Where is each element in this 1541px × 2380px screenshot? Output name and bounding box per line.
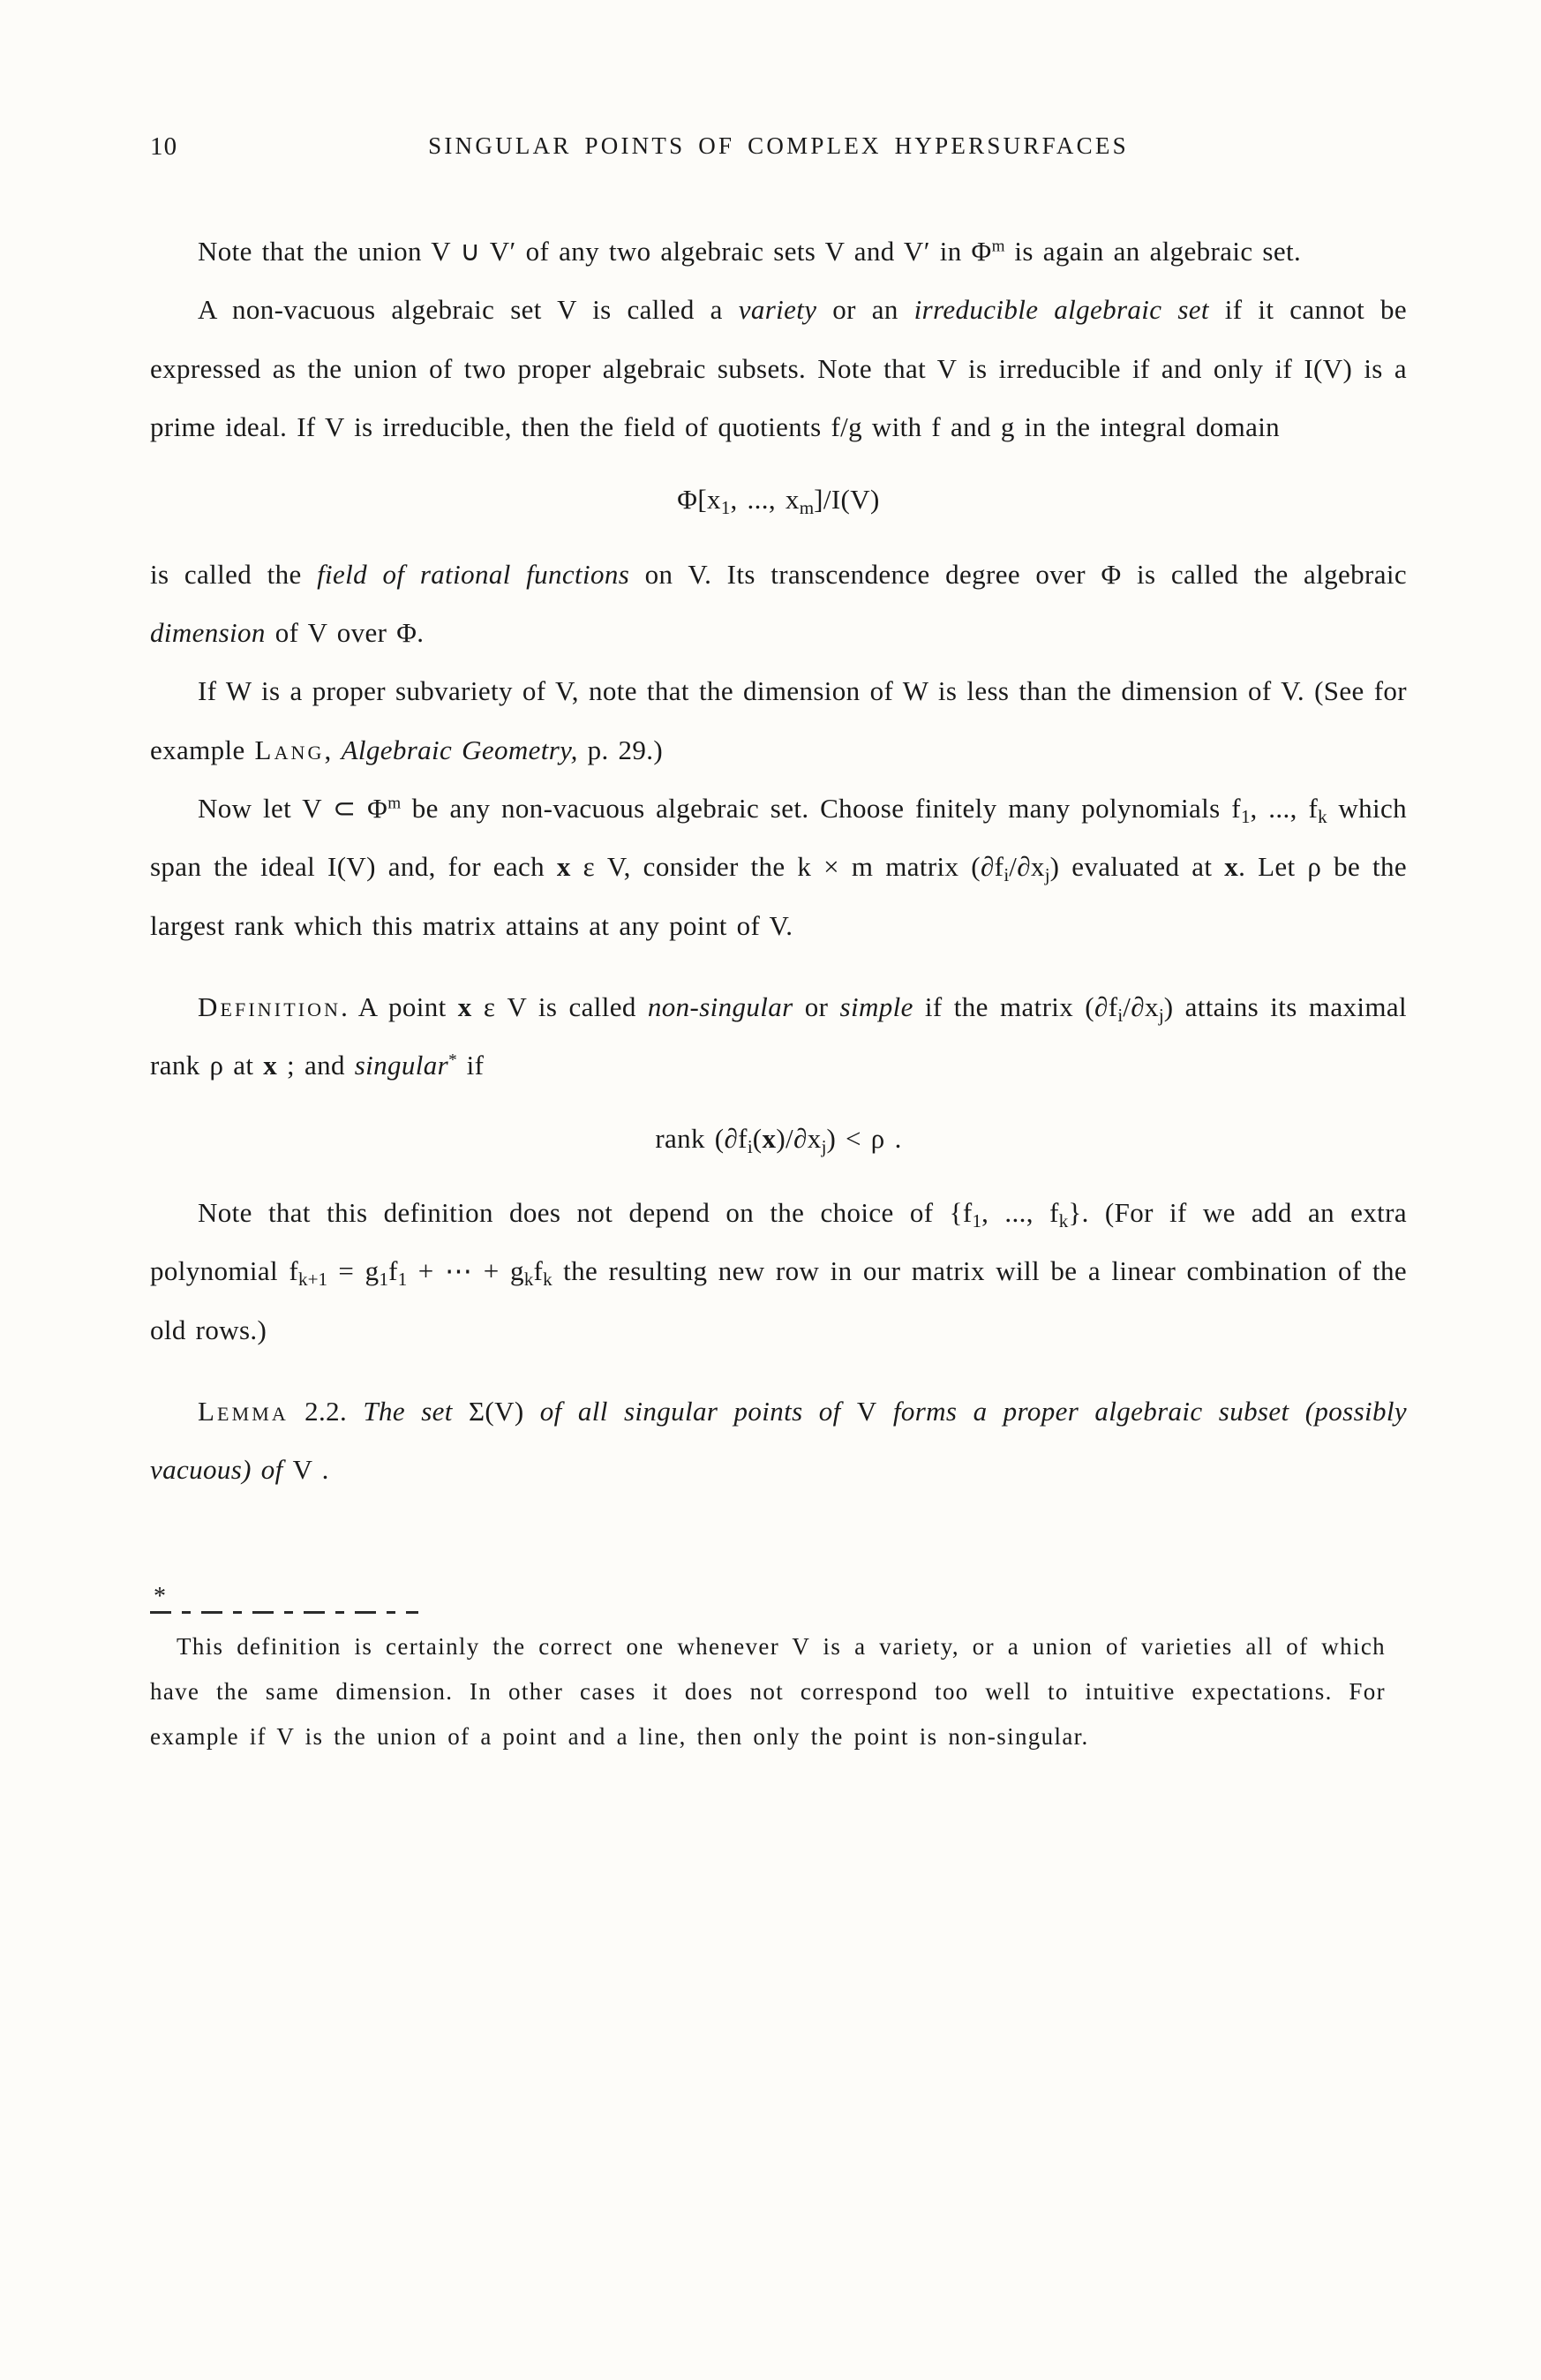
paragraph: Lemma 2.2. The set Σ(V) of all singular points of V forms a proper algebraic subset (possibly vacuous) of V . bbox=[150, 1395, 1408, 1486]
footnote-rule bbox=[150, 1611, 418, 1614]
page-header bbox=[150, 131, 1407, 168]
footnote-marker: * bbox=[154, 1582, 168, 1610]
display-equation: $\Phi[x_1$, ..., $x_m]/I(V)$ bbox=[677, 484, 880, 519]
paragraph: is called the field of rational functions on V. Its transcendence degree over Φ is called the algebraic dimension of V over Φ. bbox=[150, 558, 1407, 648]
paragraph: A non-vacuous algebraic set V is called a variety or an irreducible algebraic set if it cannot be expressed as the union of two proper algebraic subsets. Note that V is irreducible if and only if I(V) is a prime ideal. If V is irreducible, then the field of quotients f/g with f and g in the integral domain bbox=[150, 294, 1408, 442]
display-equation: rank $(\partial f_i(x)/\partial x_j) < \rho$ . bbox=[655, 1122, 902, 1157]
footnote bbox=[150, 1582, 1386, 1760]
paragraph: Note that this definition does not depend on the choice of {$f_1$, ..., $f_k$}. (For if we add an extra polynomial $f_{k+1} = g_1f_1$ + ⋯ + $g_kf_k$ the resulting new row in our matrix will be a linear combination of the old rows.) bbox=[150, 1196, 1407, 1345]
paragraph: Definition. A point x ε V is called non-singular or simple if the matrix $(\partial f_i/\partial x_j)$ attains its maximal rank ρ at x ; and singular* if bbox=[150, 990, 1407, 1081]
paragraph: Note that the union V ∪ V′ of any two algebraic sets V and V′ in $\Phi^m$ is again an algebraic set. bbox=[198, 236, 1302, 267]
page-body bbox=[150, 222, 1407, 1500]
paragraph: If W is a proper subvariety of V, note that the dimension of W is less than the dimension of V. (See for example Lang, Algebraic Geometry, p. 29.) bbox=[150, 675, 1407, 765]
footnote-text: This definition is certainly the correct one whenever V is a variety, or a union of varieties all of which have the same dimension. In other cases it does not correspond too well to intuitive expectations. For example if V is the union of a point and a line, then only the point is non-singular. bbox=[150, 1632, 1386, 1751]
page-number: 10 bbox=[150, 132, 178, 161]
paragraph: Now let V ⊂ $\Phi^m$ be any non-vacuous algebraic set. Choose finitely many polynomials $f_1$, ..., $f_k$ which span the ideal I(V) and, for each x ε V, consider the k × m matrix $(\partial f_i/\partial x_j)$ evaluated at x. Let ρ be the largest rank which this matrix attains at any point of V. bbox=[150, 792, 1407, 941]
running-title: SINGULAR POINTS OF COMPLEX HYPERSURFACES bbox=[428, 132, 1129, 159]
